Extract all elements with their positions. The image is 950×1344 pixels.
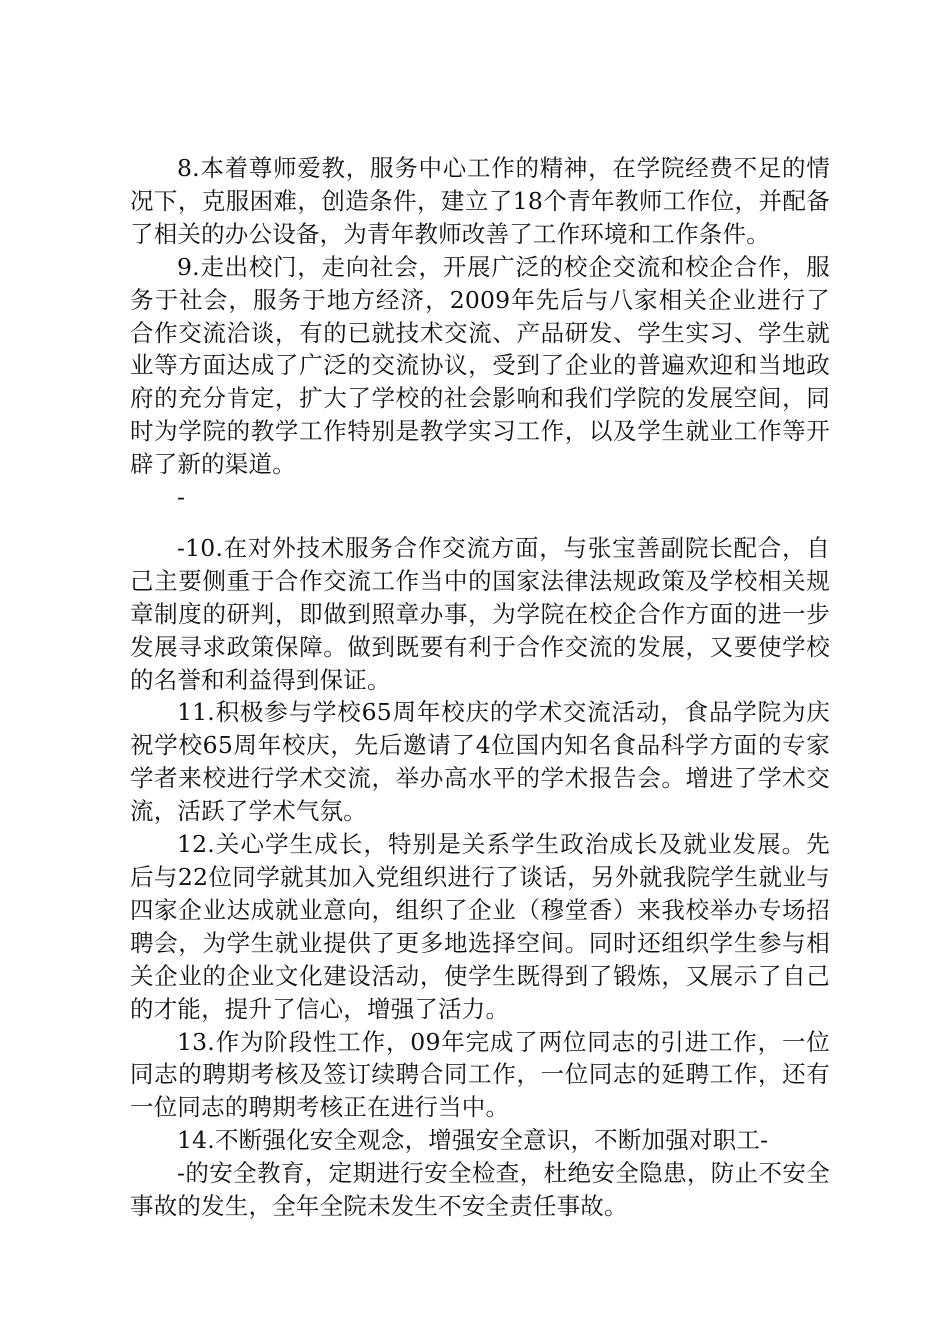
paragraph-9: 9.走出校门，走向社会，开展广泛的校企交流和校企合作，服务于社会，服务于地方经济，2009年先后与八家相关企业进行了合作交流洽谈，有的已就技术交流、产品研发、学生实习、学生就业等方面达成了广泛的交流协议，受到了企业的普遍欢迎和当地政府的充分肯定，扩大了学校的社会影响和我们学院的发展空间，同时为学院的教学工作特别是教学实习工作，以及学生就业工作等开辟了新的渠道。 xyxy=(130,252,830,479)
paragraph-8: 8.本着尊师爱教，服务中心工作的精神，在学院经费不足的情况下，克服困难，创造条件，建立了18个青年教师工作位，并配备了相关的办公设备，为青年教师改善了工作环境和工作条件。 xyxy=(130,154,830,248)
paragraph-13: 13.作为阶段性工作，09年完成了两位同志的引进工作，一位同志的聘期考核及签订续聘合同工作，一位同志的延聘工作，还有一位同志的聘期考核正在进行当中。 xyxy=(130,1027,830,1122)
paragraph-14-part-1: 14.不断强化安全观念，增强安全意识，不断加强对职工- xyxy=(177,1126,769,1155)
page-gap xyxy=(130,514,830,532)
document-body xyxy=(130,152,830,1223)
paragraph-14-part-2: -的安全教育，定期进行安全检查，杜绝安全隐患，防止不安全事故的发生，全年全院未发生不安全责任事故。 xyxy=(130,1159,830,1221)
paragraph-10: -10.在对外技术服务合作交流方面，与张宝善副院长配合，自己主要侧重于合作交流工作当中的国家法律法规政策及学校相关规章制度的研判，即做到照章办事，为学院在校企合作方面的进一步发展寻求政策保障。做到既要有利于合作交流的发展，又要使学校的名誉和利益得到保证。 xyxy=(130,533,830,694)
paragraph-12: 12.关心学生成长，特别是关系学生政治成长及就业发展。先后与22位同学就其加入党组织进行了谈话，另外就我院学生就业与四家企业达成就业意向，组织了企业（穆堂香）来我校举办专场招聘会，为学生就业提供了更多地选择空间。同时还组织学生参与相关企业的企业文化建设活动，使学生既得到了锻炼，又展示了自己的才能，提升了信心，增强了活力。 xyxy=(130,830,830,1023)
paragraph-11: 11.积极参与学校65周年校庆的学术交流活动，食品学院为庆祝学校65周年校庆，先后邀请了4位国内知名食品科学方面的专家学者来校进行学术交流，举办高水平的学术报告会。增进了学术交流，活跃了学术气氛。 xyxy=(130,698,830,826)
page-break-dash: - xyxy=(177,483,186,512)
